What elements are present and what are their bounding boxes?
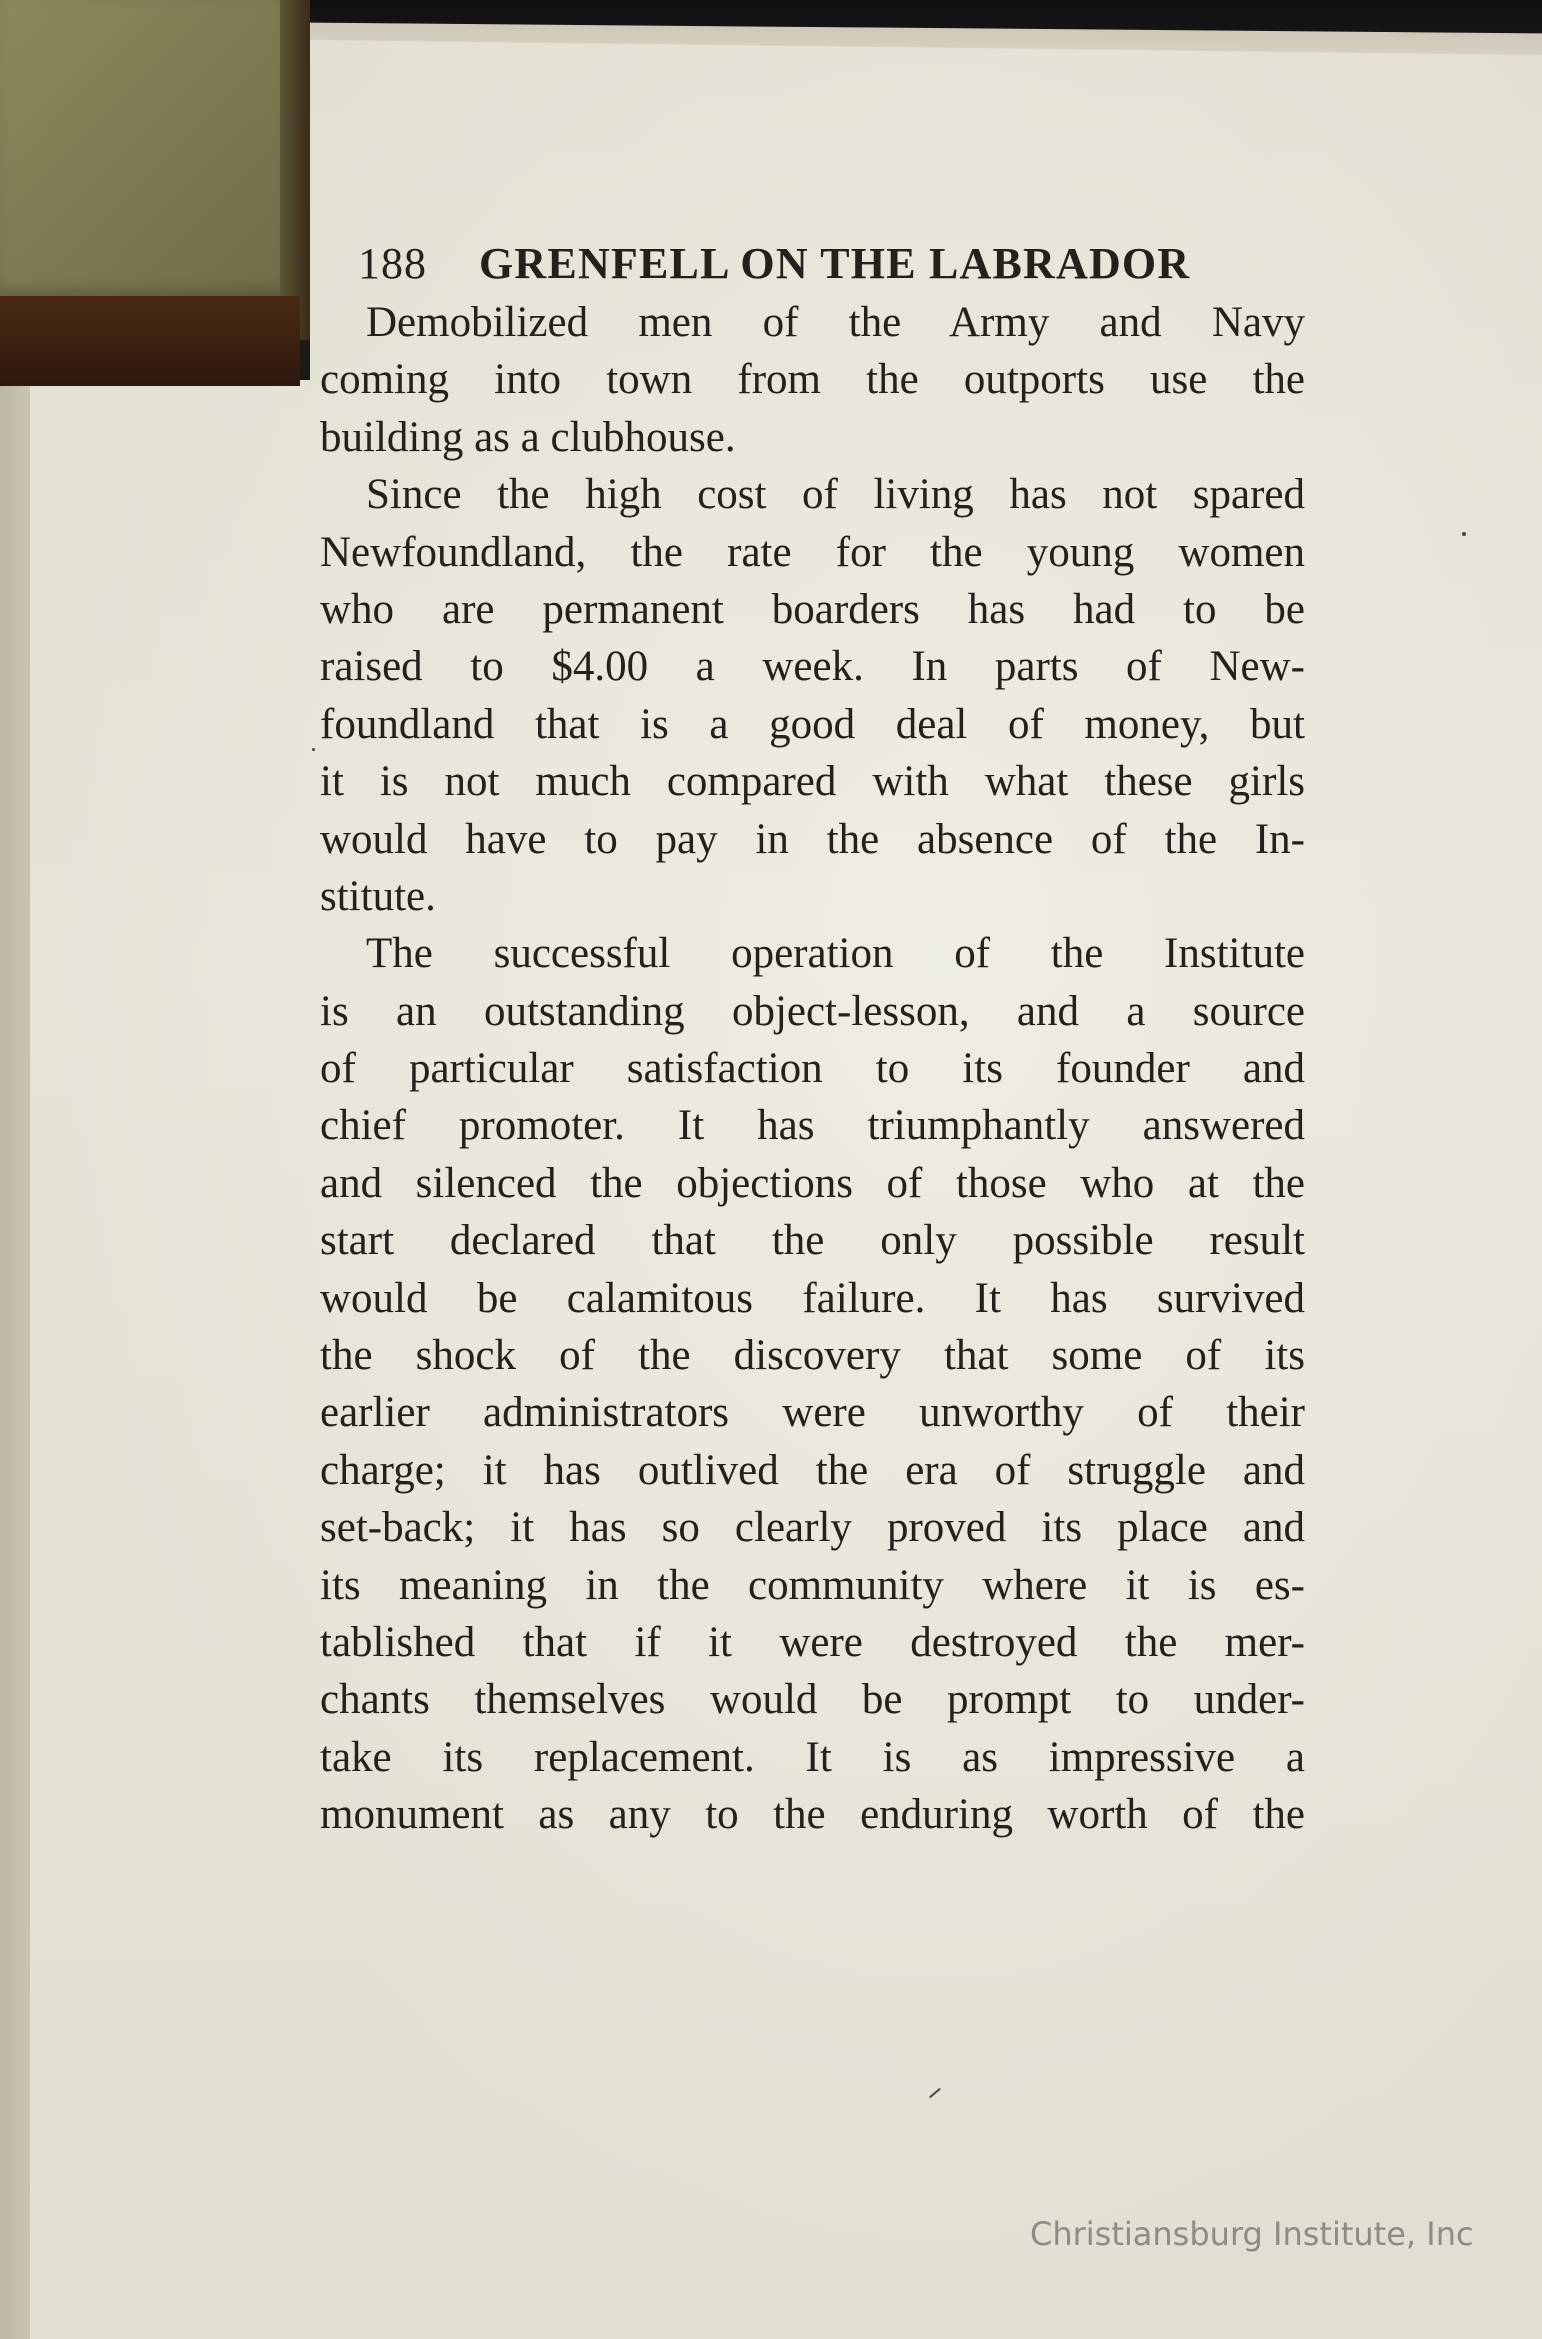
text-line: take its replacement. It is as impressive a (320, 1733, 1305, 1781)
text-line: building as a clubhouse. (320, 413, 736, 461)
text-line: set-back; it has so clearly proved its place and (320, 1504, 1305, 1552)
text-line: of particular satisfaction to its founder and (320, 1045, 1305, 1093)
book-cover-edge (280, 0, 310, 340)
text-line: monument as any to the enduring worth of the (320, 1791, 1305, 1839)
text-line: The successful operation of the Institute (366, 930, 1305, 978)
text-line: earlier administrators were unworthy of their (320, 1389, 1305, 1437)
text-line: would be calamitous failure. It has survived (320, 1274, 1305, 1322)
text-line: Demobilized men of the Army and Navy (366, 299, 1305, 346)
book-cover-shadow (0, 296, 300, 386)
running-title: GRENFELL ON THE LABRADOR (479, 239, 1191, 288)
running-header (358, 238, 1305, 298)
text-line: coming into town from the outports use the (320, 356, 1305, 404)
text-line: Newfoundland, the rate for the young women (320, 528, 1305, 576)
text-line: foundland that is a good deal of money, but (320, 700, 1305, 748)
paragraph-1 (320, 294, 1305, 466)
page-text (320, 238, 1305, 1844)
paragraph-3 (320, 925, 1305, 1843)
text-line: is an outstanding object-lesson, and a source (320, 987, 1305, 1035)
text-line: the shock of the discovery that some of its (320, 1332, 1305, 1380)
text-line: stitute. (320, 872, 436, 920)
text-line: tablished that if it were destroyed the mer- (320, 1618, 1305, 1666)
text-line: raised to $4.00 a week. In parts of New- (320, 643, 1305, 691)
paper-speck (1462, 532, 1466, 536)
text-line: Since the high cost of living has not spared (366, 471, 1305, 519)
text-line: its meaning in the community where it is es- (320, 1561, 1305, 1609)
text-line: would have to pay in the absence of the In- (320, 815, 1305, 863)
page-number: 188 (358, 239, 427, 288)
paper-speck (312, 748, 315, 751)
paragraph-2 (320, 466, 1305, 925)
text-line: charge; it has outlived the era of struggle and (320, 1446, 1305, 1494)
text-line: who are permanent boarders has had to be (320, 585, 1305, 633)
watermark: Christiansburg Institute, Inc (1030, 2215, 1474, 2253)
text-line: and silenced the objections of those who at the (320, 1159, 1305, 1207)
text-line: chants themselves would be prompt to under- (320, 1676, 1305, 1724)
book-cover-board (0, 0, 300, 300)
text-line: start declared that the only possible result (320, 1217, 1305, 1265)
text-line: it is not much compared with what these girls (320, 758, 1305, 806)
text-line: chief promoter. It has triumphantly answered (320, 1102, 1305, 1150)
